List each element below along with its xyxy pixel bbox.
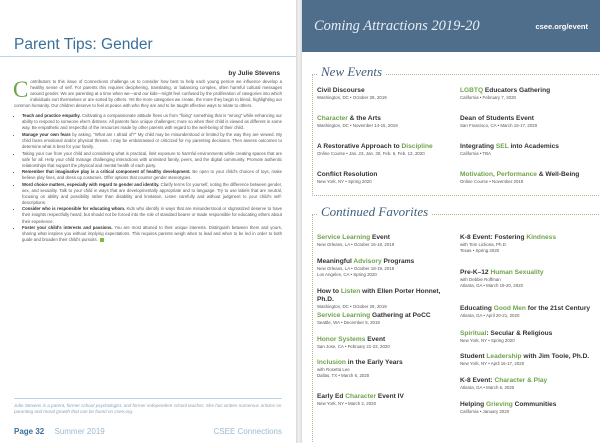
event-details: New York, NY • March 2, 2020 (317, 401, 377, 406)
event-topic-highlight: Character & Play (494, 377, 548, 384)
article-intro (14, 79, 282, 109)
event-details: San Francisco, CA • March 16-17, 2020 (460, 123, 538, 128)
tip-lead: Teach and practice empathy. (22, 113, 81, 119)
page-title: Parent Tips: Gender (14, 36, 153, 53)
issue-season: Summer 2019 (54, 427, 105, 436)
event-title (460, 330, 592, 338)
tip-text: You are most attuned to their unique interests. Distinguish between them and yours, sharing what inspires you without implying expectations. This requires parents weigh when to lead and when to be led in order to both guide and broaden their child's pursuits. (22, 225, 282, 243)
event-title-part: Pre-K–12 (460, 269, 491, 276)
event-item[interactable] (460, 377, 592, 391)
event-title (317, 171, 449, 179)
event-item[interactable] (460, 353, 592, 367)
end-mark-icon (100, 238, 104, 242)
event-topic-highlight: Grieving (486, 401, 513, 408)
banner-title: Coming Attractions 2019-20 (314, 18, 480, 34)
event-title (317, 288, 449, 304)
event-title-part: Early Ed (317, 393, 346, 400)
tip-lead: Consider who is responsible for educating whom. (22, 206, 126, 212)
event-title-part: : Secular & Religious (486, 330, 553, 337)
event-topic-highlight: LGBTQ (460, 87, 484, 94)
bio-rule (14, 398, 282, 399)
event-details: New Orleans, LA • October 18-19, 2019 (317, 266, 395, 271)
tip-text: Clarify terms for yourself, noting the difference between gender, sex, and sexuality. Talk to your child in ways that are developmentally appropriate and to language. Try to use labels that are neutral, focusing on ability and possibility rather than disability and limitation. Listen carefully and without judgment to your child's self-descriptions. (22, 181, 282, 205)
event-details: New York, NY • Spring 2020 (317, 179, 372, 184)
event-title-part: & Well-Being (536, 171, 580, 178)
tip-text: Kids who identify in ways that are misunderstood or stigmatized deserve to have their insights respectfully heard, but should not be forced into the role of standard bearer or made responsible for educating others about their experience. (22, 206, 282, 224)
event-details: with Tom Lickona, Ph.D. (460, 242, 508, 247)
tip-text: Be open to your child's choices of toys, make believe play lines, and dress up costumes. Offer options that counter gender stereotypes. (22, 169, 282, 181)
event-topic-highlight: Character (317, 115, 348, 122)
tip-item (22, 113, 282, 131)
magazine-name: CSEE Connections (213, 427, 282, 436)
event-title-part: with Ellen Porter Honnet, Ph.D. (317, 288, 441, 303)
event-details: with Debbie Roffman (460, 277, 501, 282)
event-title-part: Programs (381, 258, 415, 265)
event-item[interactable] (460, 330, 592, 344)
event-details: Online Course • Jan. 23, Jan. 30, Feb. 6, Feb. 13, 2020 (317, 151, 425, 156)
event-title-part: Student (460, 353, 487, 360)
event-title (460, 115, 592, 123)
events-banner (302, 0, 600, 52)
event-item[interactable] (460, 401, 592, 415)
event-title-part: K-8 Event: (460, 377, 495, 384)
new-events-heading: New Events (318, 64, 385, 80)
event-title-part: K-8 Event: Fostering (460, 234, 527, 241)
event-details: Atlanta, GA • March 6, 2020 (460, 385, 515, 390)
event-topic-highlight: Motivation, Performance (460, 171, 537, 178)
event-title (460, 171, 592, 179)
event-details: California • January 2020 (460, 409, 510, 414)
event-title-part: Dean of Students Event (460, 115, 535, 122)
event-item[interactable] (317, 171, 449, 185)
right-page (302, 0, 600, 443)
event-title (317, 359, 449, 367)
event-title-part: into Academics (508, 143, 559, 150)
event-topic-highlight: Service Learning (317, 234, 371, 241)
event-item[interactable] (317, 288, 449, 310)
event-title (460, 234, 592, 242)
drop-cap: C (13, 77, 29, 102)
event-title-part: Event (365, 336, 386, 343)
event-title (460, 143, 592, 151)
event-topic-highlight: Spiritual (460, 330, 487, 337)
event-title-part: & the Arts (347, 115, 381, 122)
event-topic-highlight: Advisory (353, 258, 382, 265)
tip-item (22, 225, 282, 243)
author-byline: by Julie Stevens (228, 70, 280, 77)
event-title (317, 234, 449, 242)
event-details: Texas • Spring 2020 (460, 247, 500, 253)
event-title-part: Educators Gathering (483, 87, 551, 94)
event-title-part: A Restorative Approach to (317, 143, 402, 150)
event-title-part: with Jim Toole, Ph.D. (521, 353, 590, 360)
event-title (317, 143, 449, 151)
tip-item (22, 132, 282, 150)
event-title-part: Gathering at PoCC (370, 312, 431, 319)
event-details: Seattle, WA • December 5, 2019 (317, 320, 380, 325)
event-details: New Orleans, LA • October 16-18, 2019 (317, 242, 395, 247)
event-title-part: in the Early Years (345, 359, 403, 366)
event-details: Online Course • November 2019 (460, 179, 524, 184)
tip-item (22, 151, 282, 169)
event-details: California • TBA (460, 151, 491, 156)
favorites-heading: Continued Favorites (318, 204, 431, 220)
event-title-part: Helping (460, 401, 487, 408)
tip-item (22, 206, 282, 224)
event-item[interactable] (460, 234, 592, 253)
event-title (317, 336, 449, 344)
event-details: Atlanta, GA • April 20-21, 2020 (460, 313, 520, 318)
event-item[interactable] (317, 115, 449, 129)
article-body (14, 79, 282, 244)
event-item[interactable] (317, 234, 449, 248)
event-topic-highlight: Discipline (401, 143, 433, 150)
event-item[interactable] (317, 336, 449, 350)
event-details: Washington, DC • November 14-15, 2019 (317, 123, 398, 128)
event-item[interactable] (460, 87, 592, 101)
event-title-part: Civil Discourse (317, 87, 365, 94)
event-title-part: Event (370, 234, 390, 241)
left-page (0, 0, 296, 443)
event-topic-highlight: Listen (340, 288, 361, 295)
events-url-link[interactable]: csee.org/event (535, 22, 588, 31)
event-item[interactable] (460, 269, 592, 288)
tip-lead: Remember that imaginative play is a critical component of healthy development. (22, 169, 191, 175)
tip-text: Cultivating a compassionate attitude frees us from "fixing" something that is "wrong" while enhancing our ability to respond to someone else's distress. All parents face unique challenges; more so when their child is viewed as different in some way. Be empathetic and respectful of the resources made by other parents with regard to the well-being of their child. (22, 113, 282, 131)
event-item[interactable] (460, 171, 592, 185)
event-title (317, 87, 449, 95)
author-bio: Julie Stevens is a parent, former school psychologist, and former independent school teacher. She has written numerous articles on parenting and moral growth that can be found on csee.org. (14, 403, 282, 415)
event-title-part: Communities (512, 401, 557, 408)
event-details: with Rosetta Lee (317, 367, 350, 372)
event-title-part: Meaningful (317, 258, 354, 265)
event-title (317, 258, 449, 266)
event-item[interactable] (460, 143, 592, 157)
event-topic-highlight: Kindness (526, 234, 556, 241)
tip-lead: Manage your own fears (22, 131, 71, 137)
event-details: Atlanta, GA • March 19-20, 2020 (460, 282, 524, 288)
tip-lead: Word choice matters, especially with regard to gender and identity. (22, 181, 160, 187)
tips-list (14, 113, 282, 243)
page-footer (14, 427, 282, 436)
event-details: San Jose, CA • February 21-23, 2020 (317, 344, 390, 349)
event-item[interactable] (317, 359, 449, 378)
event-details: Dallas, TX • March 6, 2020 (317, 372, 370, 378)
title-rule (0, 56, 296, 57)
event-topic-highlight: Honor Systems (317, 336, 366, 343)
event-title-part: Educating (460, 305, 494, 312)
event-title-part: Conflict Resolution (317, 171, 378, 178)
event-title-part: Event IV (376, 393, 404, 400)
event-title-part: Integrating (460, 143, 496, 150)
page-number: Page 32 (14, 427, 45, 436)
event-item[interactable] (317, 258, 449, 277)
event-details: New York, NY • April 16-17, 2020 (460, 361, 525, 366)
event-topic-highlight: Inclusion (317, 359, 346, 366)
event-item[interactable] (460, 115, 592, 129)
event-title (460, 269, 592, 277)
tip-text: Taking your cue from your child and considering what is practical, limit exposure to harmful environments while creating spaces that are safe for all. Help your child manage challenging interactions with uninvited family, peers, and the digital community. Promote authentic relationships that support the physical and mental health of each party. (22, 150, 282, 168)
tip-text: by asking, "What am I afraid of?" My child may be misunderstood or limited by the way they are viewed. My child faces emotional and/or physical threats. I may be embarrassed or criticized for my parenting decisions. Then assess outcomes to determine what is best for your family. (22, 131, 282, 149)
event-title (460, 87, 592, 95)
event-title (317, 115, 449, 123)
event-title (460, 353, 592, 361)
event-item[interactable] (317, 87, 449, 101)
event-topic-highlight: Service Learning (317, 312, 371, 319)
event-item[interactable] (460, 305, 592, 319)
event-details: Washington, DC • October 29, 2019 (317, 304, 387, 309)
event-title-part: How to (317, 288, 341, 295)
tip-item (22, 182, 282, 206)
event-details: New York, NY • Spring 2020 (460, 338, 515, 343)
event-item[interactable] (317, 143, 449, 157)
tip-lead: Foster your child's interests and passions. (22, 225, 113, 231)
event-title-part: for the 21st Century (525, 305, 591, 312)
event-title (317, 312, 449, 320)
event-details: Washington, DC • October 28, 2019 (317, 95, 387, 100)
event-title (460, 401, 592, 409)
event-title (460, 305, 592, 313)
event-item[interactable] (317, 312, 449, 326)
event-topic-highlight: Character (345, 393, 377, 400)
event-topic-highlight: Human Sexuality (490, 269, 544, 276)
event-title (317, 393, 449, 401)
tip-item (22, 169, 282, 181)
event-item[interactable] (317, 393, 449, 407)
event-topic-highlight: SEL (495, 143, 509, 150)
event-title (460, 377, 592, 385)
event-details: California • February 7, 2020 (460, 95, 516, 100)
event-topic-highlight: Good Men (493, 305, 526, 312)
intro-text: ontributors to this issue of Connections challenge us to consider how best to help each young person we influence develop a healthy sense of self. For parents this requires deciphering, translating, or balancing complex, often harmful cultural messages around gender. We are parenting at a time when we—and our kids—might feel confused by the proliferation of categories into which individuals sort themselves or are sorted by others. Yet the more categories we create, the more they begin to blend, highlighting our common humanity. Our children deserve to feel at peace with who they are and to be taught effective ways to relate to others. (14, 79, 282, 109)
event-topic-highlight: Leadership (486, 353, 522, 360)
event-details: Los Angeles, CA • Spring 2020 (317, 271, 377, 277)
